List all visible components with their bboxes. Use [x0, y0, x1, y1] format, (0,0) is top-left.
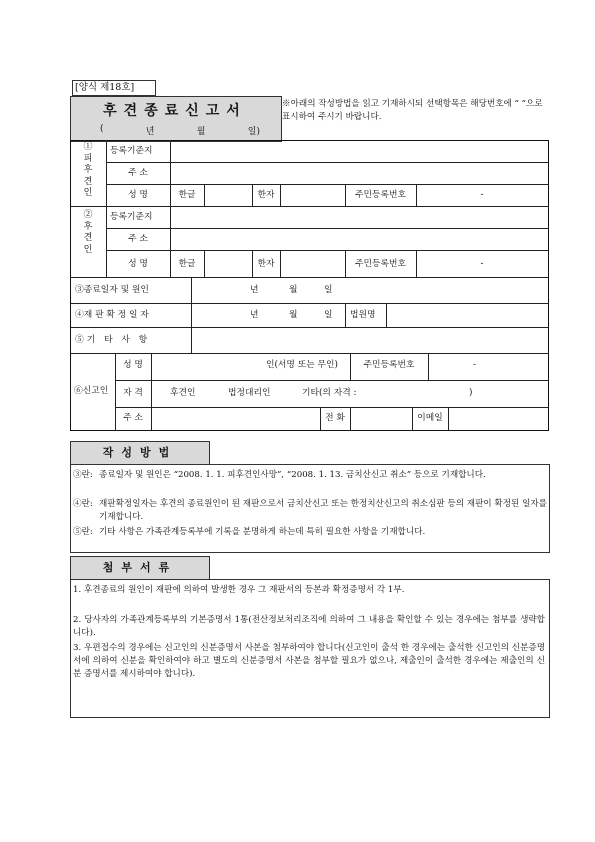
court-name-field[interactable]: [387, 305, 547, 326]
court-name-label: 법원명: [350, 310, 376, 320]
attachment-item: 2. 당사자의 가족관계등록부의 기본증명서 1통(전산정보처리조직에 의하여 그 내용을 확인할 수 있는 경우에는 첨부를 생략합니다).: [73, 615, 545, 638]
date-month: 월: [196, 127, 206, 137]
reporter-qualification-label: 자 격: [123, 388, 143, 398]
guardian-reg-base-field[interactable]: [170, 208, 548, 227]
guardian-section-label: ②후견인: [83, 210, 93, 255]
end-date-month[interactable]: 월: [289, 285, 298, 295]
ward-reg-base-field[interactable]: [170, 142, 548, 161]
attachments-heading: 첨부서류: [70, 556, 210, 580]
reporter-section-label: ⑥신고인: [74, 386, 109, 396]
ward-hanja-label: 한자: [257, 190, 275, 200]
reporter-address-field[interactable]: [152, 409, 319, 429]
guardian-resident-no-label: 주민등록번호: [355, 259, 406, 269]
guardian-address-field[interactable]: [170, 230, 548, 249]
reporter-phone-label: 전 화: [325, 413, 345, 423]
report-form-table: [70, 140, 549, 430]
guardian-hanja-field[interactable]: [280, 252, 345, 276]
qualification-legal-rep-option[interactable]: 법정대리인: [228, 388, 271, 398]
reporter-email-field[interactable]: [449, 409, 547, 429]
qualification-other-close: ): [469, 388, 473, 398]
guardian-resident-no-field[interactable]: -: [480, 259, 484, 269]
date-open: (: [100, 124, 104, 134]
reporter-address-label: 주 소: [123, 413, 143, 423]
trial-date-label: ④재 판 확 정 일 자: [75, 310, 149, 320]
guardian-address-label: 주 소: [128, 234, 148, 244]
end-date-year[interactable]: 년: [250, 285, 259, 295]
reporter-name-label: 성 명: [123, 360, 143, 370]
guardian-hangul-field[interactable]: [204, 252, 252, 276]
reporter-resident-no-label: 주민등록번호: [363, 360, 415, 370]
report-date-line: [100, 124, 260, 137]
ward-hanja-field[interactable]: [280, 186, 345, 205]
trial-date-year[interactable]: 년: [250, 310, 259, 320]
ward-section-label: ①피후견인: [83, 142, 93, 198]
ward-resident-no-label: 주민등록번호: [355, 190, 406, 200]
date-day: 일): [247, 127, 260, 137]
reporter-resident-no-field[interactable]: -: [473, 360, 476, 370]
ward-name-label: 성 명: [128, 190, 148, 200]
qualification-guardian-option[interactable]: 후견인: [170, 388, 196, 398]
ward-resident-no-field[interactable]: -: [480, 190, 484, 200]
reporter-phone-field[interactable]: [351, 409, 411, 429]
ward-hangul-label: 한글: [178, 190, 196, 200]
instructions-box: ③란: 종료일자 및 원인은 “2008. 1. 1. 피후견인사망”, “2008. 1. 13. 금치산신고 취소” 등으로 기재합니다. ④란: 재판확정일자는 후견의 종료원인이 된 재판으로서 금치산신고 또는 한정치산신고의 취소심판 등의 재판이 확정된 일자를 기재합니다. ⑤란: 기타 사항은 가족관계등록부에 기록을 분명하게 하는데 특히 필요한 사항을 기재합니다.: [70, 464, 550, 553]
date-year: 년: [145, 127, 155, 137]
attachments-box: [70, 579, 550, 718]
instructions-heading: 작성방법: [70, 441, 210, 465]
ward-address-label: 주 소: [128, 168, 148, 178]
trial-date-day[interactable]: 일: [324, 310, 333, 320]
reporter-sign-field[interactable]: 인(서명 또는 무인): [266, 360, 338, 370]
attachment-item: 1. 후견종료의 원인이 재판에 의하여 발생한 경우 그 재판서의 등본과 확정증명서 각 1부.: [73, 585, 405, 595]
page-title: 후견종료신고서: [103, 103, 247, 119]
qualification-other-option[interactable]: 기타(의 자격 :: [302, 388, 357, 398]
ward-hangul-field[interactable]: [204, 186, 252, 205]
guardian-hanja-label: 한자: [257, 259, 275, 269]
attachment-item: 3. 우편접수의 경우에는 신고인의 신분증명서 사본을 첨부하여야 합니다(신고인이 출석 한 경우에는 출석한 신고인의 신분증명서에 의하여 신분을 확인하여야 하고 별도의 신분증명서 사본을 첨부할 필요가 없으나, 제출인이 출석한 경우에는 제출인의 신분 증명서를 제시하여야 합니다).: [73, 643, 545, 679]
other-matters-field[interactable]: [192, 329, 547, 352]
end-date-day[interactable]: 일: [324, 285, 333, 295]
ward-address-field[interactable]: [170, 164, 548, 183]
trial-date-month[interactable]: 월: [289, 310, 298, 320]
reporter-email-label: 이메일: [417, 413, 443, 423]
selection-notice: ※아래의 작성방법을 읽고 기재하시되 선택항목은 해당번호에 “ ”으로 표시하여 주시기 바랍니다.: [282, 99, 543, 122]
guardian-name-label: 성 명: [128, 259, 148, 269]
end-date-label: ③종료일자 및 원인: [75, 285, 149, 295]
other-matters-label: ⑤기 타 사 항: [75, 335, 151, 345]
ward-reg-base-label: 등록기준지: [110, 146, 153, 156]
guardian-reg-base-label: 등록기준지: [110, 212, 153, 222]
form-number-label: [양식 제18호]: [72, 80, 156, 96]
guardian-hangul-label: 한글: [178, 259, 196, 269]
